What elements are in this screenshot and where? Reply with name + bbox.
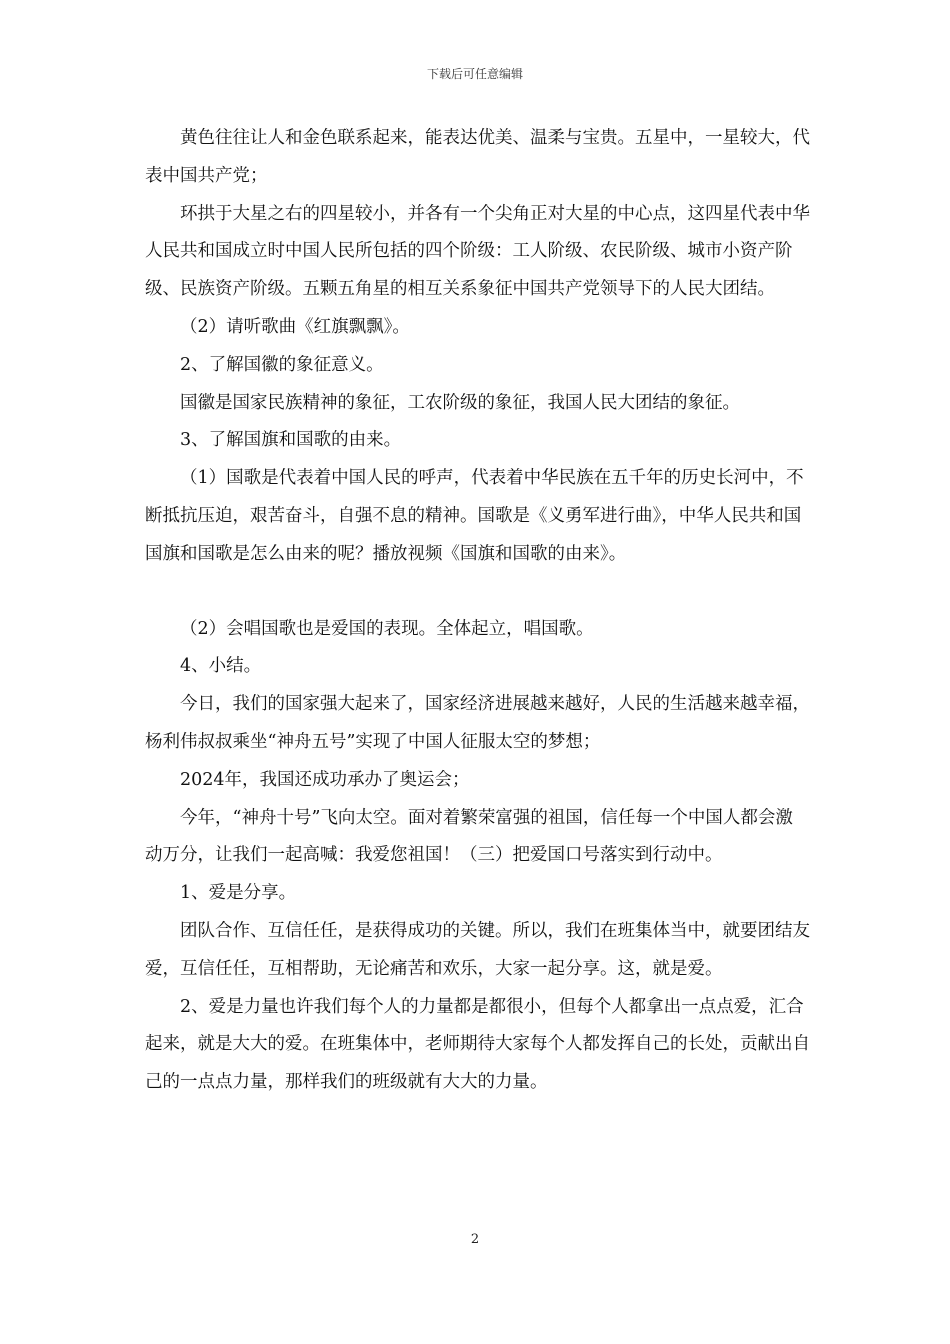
paragraph-teamwork: 团队合作、互信任任，是获得成功的关键。所以，我们在班集体当中，就要团结友爱，互信任任，互相帮助，无论痛苦和欢乐，大家一起分享。这，就是爱。 <box>145 920 810 979</box>
section-heading-love-sharing: 1、爱是分享。 <box>180 883 297 904</box>
paragraph-yellow-meaning: 黄色往往让人和金色联系起来，能表达优美、温柔与宝贵。五星中，一星较大，代表中国共产党； <box>145 128 810 186</box>
paragraph-four-stars: 环拱于大星之右的四星较小，并各有一个尖角正对大星的中心点，这四星代表中华人民共和国成立时中国人民所包括的四个阶级：工人阶级、农民阶级、城市小资产阶级、民族资产阶级。五颗五角星的相互关系象征中国共产党领导下的人民大团结。 <box>145 203 810 300</box>
section-heading-flag-anthem: 3、了解国旗和国歌的由来。 <box>180 430 402 451</box>
paragraph-anthem-origin: （1）国歌是代表着中国人民的呼声，代表着中华民族在五千年的历史长河中，不断抵抗压迫，艰苦奋斗，自强不息的精神。国歌是《义勇军进行曲》，中华人民共和国国旗和国歌是怎么由来的呢？播放视频《国旗和国歌的由来》。 <box>145 468 804 564</box>
document-body <box>145 120 810 1102</box>
page-number: 2 <box>470 1232 480 1247</box>
paragraph-shenzhou: 今年，“神舟十号”飞向太空。面对着繁荣富强的祖国，信任每一个中国人都会激动万分，让我们一起高喊：我爱您祖国！（三）把爱国口号落实到行动中。 <box>145 807 793 866</box>
paragraph-sing-anthem: （2）会唱国歌也是爱国的表现。全体起立，唱国歌。 <box>180 618 594 639</box>
paragraph-emblem-meaning: 国徽是国家民族精神的象征，工农阶级的象征，我国人民大团结的象征。 <box>180 392 740 413</box>
paragraph-love-strength: 2、爱是力量也许我们每个人的力量都是都很小，但每个人都拿出一点点爱，汇合起来，就是大大的爱。在班集体中，老师期待大家每个人都发挥自己的长处，贡献出自己的一点点力量，那样我们的班级就有大大的力量。 <box>145 996 810 1093</box>
page-header: 下载后可任意编辑 <box>426 67 523 81</box>
paragraph-song-hongqi: （2）请听歌曲《红旗飘飘》。 <box>180 316 410 337</box>
paragraph-country-strong: 今日，我们的国家强大起来了，国家经济进展越来越好，人民的生活越来越幸福，杨利伟叔叔乘坐“神舟五号”实现了中国人征服太空的梦想； <box>145 694 810 752</box>
paragraph-olympics: 2024年，我国还成功承办了奥运会； <box>180 769 470 790</box>
section-heading-emblem: 2、了解国徽的象征意义。 <box>180 354 384 375</box>
section-heading-summary: 4、小结。 <box>180 656 262 677</box>
